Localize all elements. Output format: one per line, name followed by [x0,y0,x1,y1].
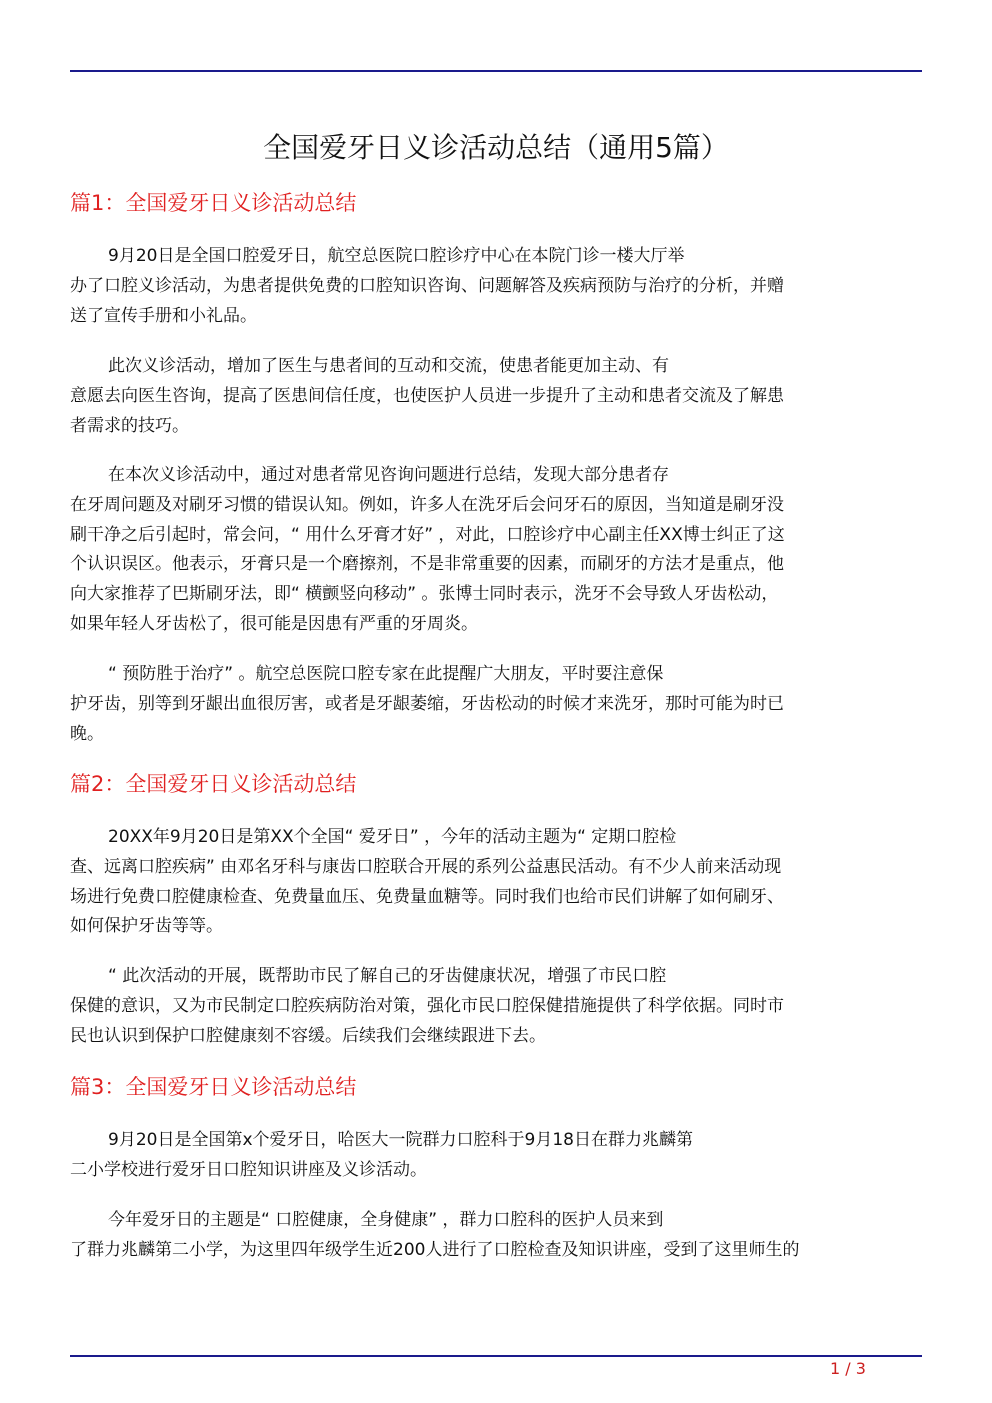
section-1-heading: 篇1：全国爱牙日义诊活动总结 [70,191,357,215]
paragraph-line: 此次义诊活动，增加了医生与患者间的互动和交流，使患者能更加主动、有 [108,356,669,376]
document-title: 全国爱牙日义诊活动总结（通用5篇） [263,131,729,164]
paragraph-line: 如何保护牙齿等等。 [70,916,223,936]
section-3-heading: 篇3：全国爱牙日义诊活动总结 [70,1075,357,1099]
paragraph-line: 民也认识到保护口腔健康刻不容缓。后续我们会继续跟进下去。 [70,1026,546,1046]
paragraph-line: 护牙齿，别等到牙龈出血很厉害，或者是牙龈萎缩，牙齿松动的时候才来洗牙，那时可能为时已 [70,694,784,714]
paragraph-line: 送了宣传手册和小礼品。 [70,306,257,326]
paragraph-line: 刷干净之后引起时，常会问，“ 用什么牙膏才好” ，对此，口腔诊疗中心副主任XX博士纠正了这 [70,525,785,545]
paragraph-line: 9月20日是全国第x个爱牙日，哈医大一院群力口腔科于9月18日在群力兆麟第 [108,1130,693,1150]
paragraph-line: “ 预防胜于治疗” 。航空总医院口腔专家在此提醒广大朋友，平时要注意保 [108,664,664,684]
paragraph-line: 向大家推荐了巴斯刷牙法，即“ 横颤竖向移动” 。张博士同时表示，洗牙不会导致人牙齿松动， [70,584,779,604]
paragraph-line: 个认识误区。他表示，牙膏只是一个磨擦剂，不是非常重要的因素，而刷牙的方法才是重点，他 [70,554,784,574]
paragraph-line: 保健的意识，又为市民制定口腔疾病防治对策，强化市民口腔保健措施提供了科学依据。同时市 [70,996,784,1016]
paragraph-line: 了群力兆麟第二小学，为这里四年级学生近200人进行了口腔检查及知识讲座，受到了这里师生的 [70,1240,800,1260]
paragraph-line: 查、远离口腔疾病” 由邓名牙科与康齿口腔联合开展的系列公益惠民活动。有不少人前来活动现 [70,857,782,877]
paragraph-line: 意愿去向医生咨询，提高了医患间信任度，也使医护人员进一步提升了主动和患者交流及了解患 [70,386,784,406]
paragraph-line: 在牙周问题及对刷牙习惯的错误认知。例如，许多人在洗牙后会问牙石的原因，当知道是刷牙没 [70,495,784,515]
paragraph-line: 者需求的技巧。 [70,416,189,436]
section-2-heading: 篇2：全国爱牙日义诊活动总结 [70,772,357,796]
footer-rule [70,1355,922,1357]
header-rule [70,70,922,72]
paragraph-line: 如果年轻人牙齿松了，很可能是因患有严重的牙周炎。 [70,614,478,634]
paragraph-line: 办了口腔义诊活动，为患者提供免费的口腔知识咨询、问题解答及疾病预防与治疗的分析，并赠 [70,276,784,296]
paragraph-line: 在本次义诊活动中，通过对患者常见咨询问题进行总结，发现大部分患者存 [108,465,669,485]
paragraph-line: 二小学校进行爱牙日口腔知识讲座及义诊活动。 [70,1160,427,1180]
paragraph-line: “ 此次活动的开展，既帮助市民了解自己的牙齿健康状况，增强了市民口腔 [108,966,667,986]
paragraph-line: 20XX年9月20日是第XX个全国“ 爱牙日” ，今年的活动主题为“ 定期口腔检 [108,827,677,847]
paragraph-line: 场进行免费口腔健康检查、免费量血压、免费量血糖等。同时我们也给市民们讲解了如何刷牙、 [70,887,784,907]
paragraph-line: 9月20日是全国口腔爱牙日，航空总医院口腔诊疗中心在本院门诊一楼大厅举 [108,246,685,266]
paragraph-line: 晚。 [70,724,104,744]
paragraph-line: 今年爱牙日的主题是“ 口腔健康，全身健康” ，群力口腔科的医护人员来到 [108,1210,664,1230]
page-number: 1 / 3 [830,1359,866,1378]
